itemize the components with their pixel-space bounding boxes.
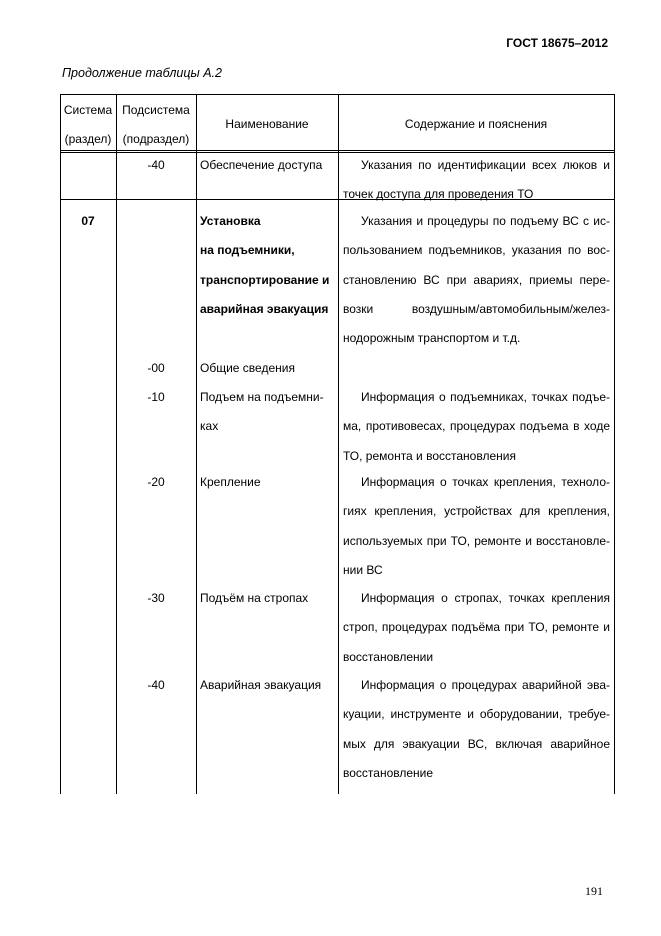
header-system-line: Система — [63, 103, 113, 117]
row-name: Обеспечение доступа — [200, 158, 323, 172]
row-content — [343, 383, 610, 471]
row-content-line: Указания и процедуры по подъему ВС с ис- — [361, 214, 610, 228]
subsystem-code: -30 — [147, 591, 165, 605]
row-name-line: транспортирование и — [200, 272, 330, 287]
row-content-line: Информация о подъемниках, точках подъе- — [361, 390, 610, 404]
row-content-line: ма, противовесах, процедурах подъема в ходе — [343, 419, 610, 434]
row-name: Общие сведения — [200, 361, 295, 375]
row-content-line: используемых при ТО, ремонте и восстановле- — [343, 533, 610, 548]
header-system — [60, 96, 116, 154]
row-content-line: Информация о точках крепления, техноло- — [361, 475, 610, 489]
header-system-line: (раздел) — [64, 132, 112, 146]
row-content-line: Информация о стропах, точках крепления — [361, 591, 610, 605]
header-content: Содержание и пояснения — [404, 117, 548, 131]
header-subsystem-line: (подраздел) — [122, 132, 190, 146]
subsystem-code: -00 — [147, 361, 165, 375]
row-content-line: Информация о процедурах аварийной эва- — [361, 678, 610, 692]
row-content — [343, 207, 610, 353]
row-name-line: на подъемники, — [200, 243, 295, 258]
subsystem-code: -20 — [147, 475, 165, 489]
header-name: Наименование — [225, 117, 309, 131]
row-content-line: пользованием подъемников, указания по вос- — [343, 243, 610, 258]
standard-designation: ГОСТ 18675–2012 — [506, 36, 608, 50]
row-content-line: гиях крепления, устройствах для крепления, — [343, 504, 610, 519]
row-content-line: строп, процедурах подъёма при ТО, ремонте и — [343, 620, 610, 635]
table-border-top — [60, 94, 615, 95]
row-content-line: мых для эвакуации ВС, включая аварийное — [343, 736, 610, 751]
row-content-line: нии ВС — [343, 562, 383, 577]
row-content — [343, 584, 610, 672]
row-name: Крепление — [200, 475, 261, 489]
table — [60, 94, 615, 794]
row-name — [200, 383, 336, 442]
row-name: Подъём на стропах — [200, 591, 309, 605]
row-name-line: Подъем на подъемни- — [200, 390, 324, 404]
row-content-line: ТО, ремонта и восстановления — [343, 448, 516, 463]
row-content-line: точек доступа для проведения ТО — [343, 187, 534, 202]
row-content-line: восстановлении — [343, 649, 434, 664]
subsystem-code: -40 — [147, 678, 165, 692]
subsystem-code: -10 — [147, 390, 165, 404]
row-name: Аварийная эвакуация — [200, 678, 322, 692]
header-subsystem-line: Подсистема — [122, 103, 190, 117]
row-content — [343, 151, 610, 210]
row-content-line: нодорожным транспортом и т.д. — [343, 331, 521, 346]
row-name-line: аварийная эвакуация — [200, 301, 329, 316]
row-content-line: восстановление — [343, 765, 434, 780]
row-name-line: ках — [200, 419, 219, 434]
table-caption: Продолжение таблицы А.2 — [62, 66, 222, 80]
page-number: 191 — [585, 884, 603, 898]
row-content-line: Указания по идентификации всех люков и — [361, 158, 610, 172]
subsystem-code: -40 — [147, 158, 165, 172]
system-code: 07 — [81, 214, 95, 228]
row-content-line: становлению ВС при авариях, приемы пере- — [343, 272, 610, 287]
row-name-line: Установка — [200, 214, 261, 228]
row-content-line: куации, инструменте и оборудовании, требуе- — [343, 707, 610, 722]
row-content — [343, 671, 610, 788]
row-content-line: возки воздушным/автомобильным/желез- — [343, 301, 610, 316]
row-name — [200, 207, 336, 324]
header-subsystem — [116, 96, 196, 154]
row-content — [343, 468, 610, 585]
